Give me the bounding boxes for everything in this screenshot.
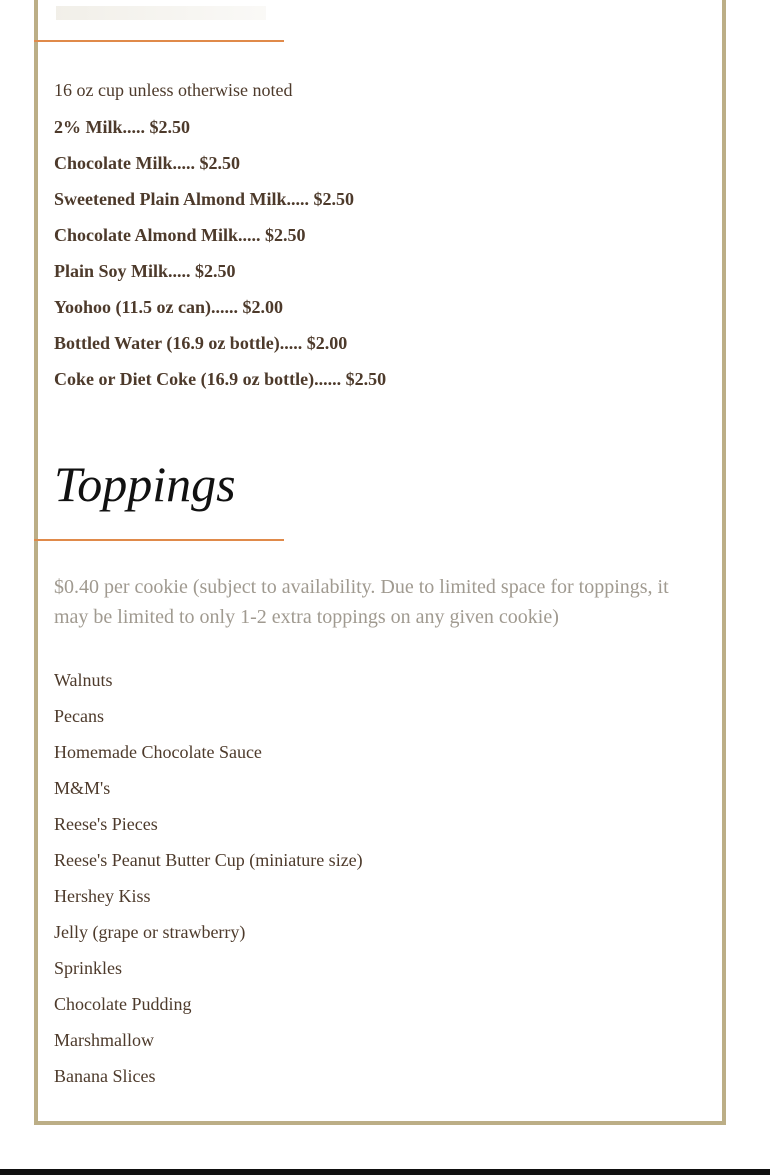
topping-item: Homemade Chocolate Sauce <box>54 742 262 762</box>
topping-item: Chocolate Pudding <box>54 994 192 1014</box>
beverages-note: 16 oz cup unless otherwise noted <box>54 80 293 100</box>
toppings-heading: Toppings <box>54 456 236 512</box>
beverage-item: Bottled Water (16.9 oz bottle)..... $2.00 <box>54 333 348 353</box>
topping-item: Jelly (grape or strawberry) <box>54 922 246 942</box>
topping-item: Marshmallow <box>54 1030 154 1050</box>
beverage-item: Chocolate Almond Milk..... $2.50 <box>54 225 306 245</box>
beverages-heading-rule <box>34 40 284 42</box>
topping-item: Pecans <box>54 706 104 726</box>
topping-item: Hershey Kiss <box>54 886 151 906</box>
footer-bar <box>0 1169 770 1175</box>
beverage-item: Yoohoo (11.5 oz can)...... $2.00 <box>54 297 283 317</box>
topping-item: Banana Slices <box>54 1066 156 1086</box>
beverage-list <box>54 116 386 404</box>
beverage-item: Chocolate Milk..... $2.50 <box>54 153 240 173</box>
topping-item: Reese's Pieces <box>54 814 158 834</box>
beverage-item: Coke or Diet Coke (16.9 oz bottle)...... $2.50 <box>54 369 387 389</box>
beverage-item: 2% Milk..... $2.50 <box>54 117 191 137</box>
topping-item: Walnuts <box>54 670 113 690</box>
faded-section-heading <box>56 6 266 20</box>
topping-item: M&M's <box>54 778 111 798</box>
topping-item: Sprinkles <box>54 958 123 978</box>
toppings-list <box>54 669 363 1101</box>
toppings-heading-rule <box>34 539 284 541</box>
beverage-item: Plain Soy Milk..... $2.50 <box>54 261 236 281</box>
beverage-item: Sweetened Plain Almond Milk..... $2.50 <box>54 189 355 209</box>
topping-item: Reese's Peanut Butter Cup (miniature size) <box>54 850 363 870</box>
toppings-description: $0.40 per cookie (subject to availability. Due to limited space for toppings, it may be limited to only 1-2 extra toppings on any given cookie) <box>54 576 669 628</box>
